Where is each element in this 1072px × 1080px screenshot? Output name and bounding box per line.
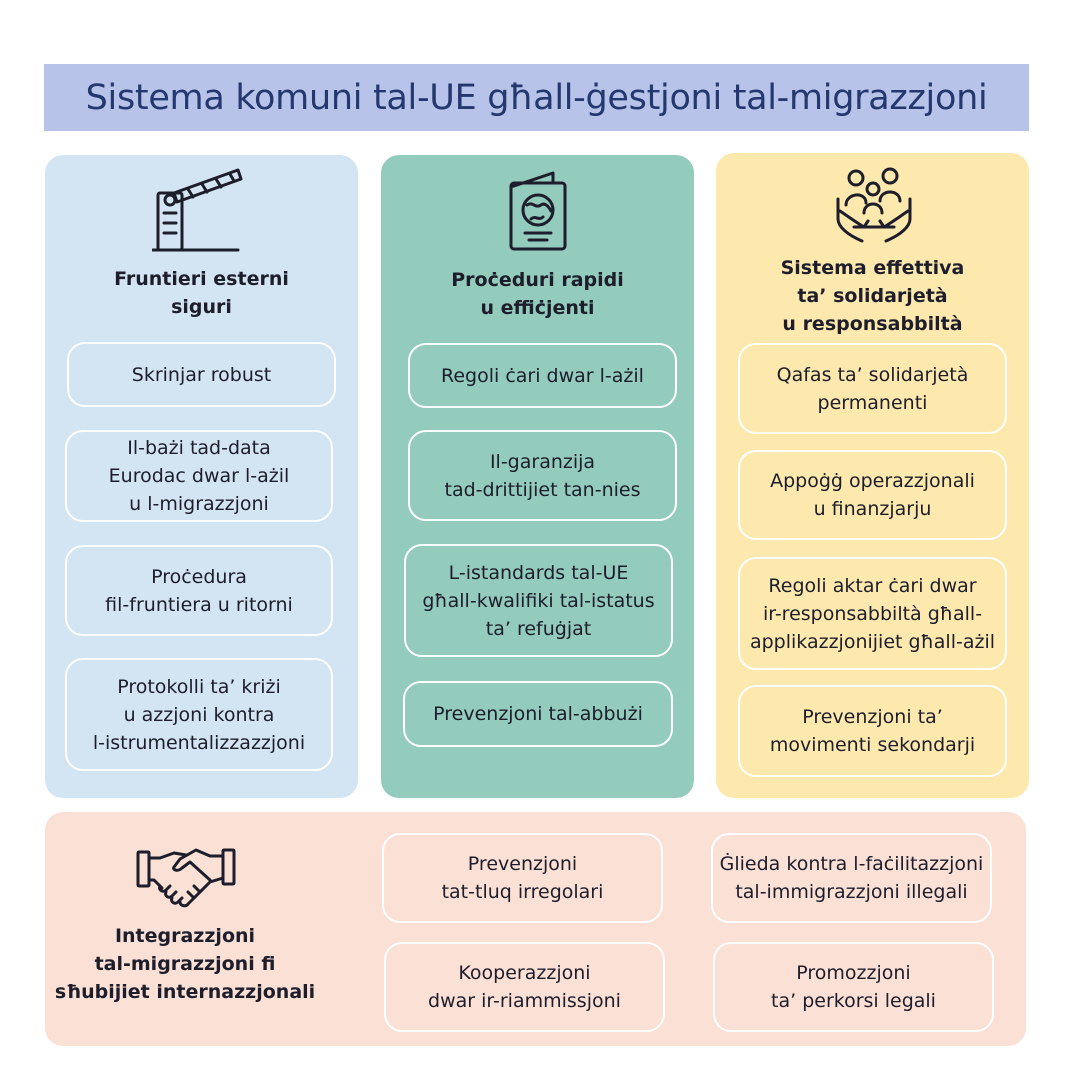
item-text: u azzjoni kontra (123, 703, 275, 726)
item-text: L-istandards tal-UE (448, 561, 629, 584)
item-text: Promozzjoni (796, 962, 911, 984)
item-rights-guarantee (408, 430, 677, 521)
item-abuse-prevention (403, 681, 673, 747)
heading-line: Proċeduri rapidi (451, 269, 624, 291)
heading-line: sħubijiet internazzjonali (54, 981, 316, 1003)
heading-line: ta’ solidarjetà (797, 285, 948, 307)
item-text: Il-garanzija (489, 450, 596, 473)
passport-icon (505, 167, 571, 251)
item-text: dwar ir-riammissjoni (428, 990, 621, 1012)
title-banner (44, 64, 1029, 131)
heading-line: Fruntieri esterni (114, 268, 289, 290)
heading-solidarity (716, 254, 1029, 338)
item-solidarity-framework (738, 343, 1007, 434)
item-eurodac (65, 430, 333, 522)
item-text: permanenti (817, 391, 928, 414)
item-text: Ġlieda kontra l-faċilitazzjoni (719, 853, 984, 875)
item-secondary-movements (738, 685, 1007, 777)
item-text: l-istrumentalizzazzjoni (92, 731, 306, 754)
heading-line: Sistema effettiva (780, 257, 965, 279)
item-text: Skrinjar robust (131, 363, 272, 386)
item-text: movimenti sekondarji (769, 734, 976, 756)
panel-fast-procedures (381, 155, 694, 798)
panel-external-borders (45, 155, 358, 798)
item-text: għall-kwalifiki tal-istatus (422, 589, 655, 612)
item-text: Kooperazzjoni (458, 962, 591, 984)
item-text: u l-migrazzjoni (129, 493, 269, 515)
item-eu-standards (404, 544, 673, 657)
panel-solidarity (716, 153, 1029, 798)
heading-line: Integrazzjoni (114, 925, 256, 947)
item-clear-asylum-rules (408, 343, 677, 408)
family-in-hands-icon (834, 165, 914, 245)
item-text: Il-bażi tad-data (127, 437, 271, 459)
item-readmission (384, 942, 665, 1032)
item-text: ta’ refuġjat (485, 617, 592, 640)
item-smuggling-fight (711, 833, 992, 923)
page-title: Sistema komuni tal-UE għall-ġestjoni tal-migrazzjoni (85, 77, 988, 118)
item-text: tat-tluq irregolari (441, 881, 604, 903)
item-text: fil-fruntiera u ritorni (105, 593, 293, 616)
heading-external-borders (45, 265, 358, 321)
item-legal-pathways (713, 942, 994, 1032)
heading-line: u responsabbiltà (782, 313, 963, 335)
item-border-procedure (65, 545, 333, 636)
item-text: Regoli ċari dwar l-ażil (441, 364, 644, 387)
item-text: Qafas ta’ solidarjetà (776, 363, 969, 386)
item-text: Appoġġ operazzjonali (770, 470, 975, 492)
item-text: Regoli aktar ċari dwar (768, 574, 977, 597)
barrier-gate-icon (152, 167, 248, 253)
item-text: tad-drittijiet tan-nies (444, 478, 641, 501)
item-text: tal-immigrazzjoni illegali (735, 881, 968, 903)
item-operational-support (738, 450, 1007, 540)
item-text: ta’ perkorsi legali (771, 990, 936, 1012)
item-text: ir-responsabbiltà għall- (762, 602, 983, 625)
item-text: Proċedura (151, 565, 247, 588)
heading-line: siguri (171, 296, 232, 318)
item-text: Eurodac dwar l-ażil (108, 465, 290, 487)
handshake-icon (136, 846, 236, 908)
heading-line: tal-migrazzjoni fi (94, 953, 276, 975)
item-text: Prevenzjoni ta’ (802, 706, 943, 728)
item-text: Protokolli ta’ kriżi (117, 675, 281, 698)
item-text: Prevenzjoni tal-abbużi (433, 703, 643, 725)
heading-partnerships (44, 922, 326, 1006)
heading-line: u effiċjenti (480, 297, 595, 319)
item-robust-screening (67, 342, 336, 407)
item-responsibility-rules (738, 557, 1007, 670)
item-text: u finanzjarju (813, 498, 932, 520)
item-text: applikazzjonijiet għall-ażil (749, 630, 996, 653)
heading-fast-procedures (381, 266, 694, 322)
item-text: Prevenzjoni (467, 853, 578, 875)
item-irregular-departures (382, 833, 663, 923)
item-crisis-protocols (65, 658, 333, 771)
